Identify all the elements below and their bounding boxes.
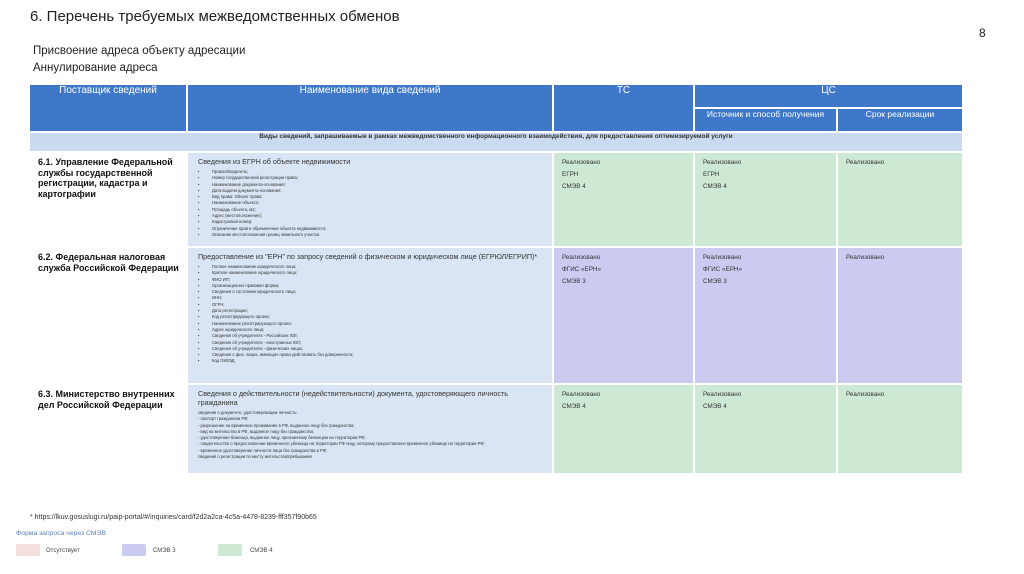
table-row (29, 152, 963, 247)
info-title: Сведения из ЕГРН об объекте недвижимости (198, 157, 351, 166)
list-item: ▪ Организационно правовая форма; (198, 283, 546, 289)
cs-status: Реализовано (703, 391, 742, 398)
cs-source: ФГИС «ЕРН» (703, 266, 742, 274)
header-info-type: Наименование вида сведений (187, 84, 553, 132)
cs-deadline-cell (837, 247, 963, 384)
list-item: ▪ Код регистрирующего органа; (198, 314, 546, 320)
exchanges-table (28, 83, 964, 475)
list-item: сведения о регистрации по месту жительства/пребывания (198, 454, 312, 460)
header-ts: ТС (553, 84, 694, 132)
page-title: 6. Перечень требуемых межведомственных обменов (30, 8, 400, 25)
list-item: ▪ Площадь объекта, м2; (198, 207, 546, 213)
ts-channel: СМЭВ 3 (562, 278, 586, 286)
cs-channel: СМЭВ 4 (703, 403, 727, 411)
cs-source-cell (694, 152, 837, 247)
list-item: ▪ Вид права: Объект права; (198, 194, 546, 200)
cs-deadline-cell (837, 384, 963, 474)
table-row (29, 384, 963, 474)
info-items-list (198, 410, 546, 460)
ts-status: Реализовано (562, 391, 601, 398)
cs-source: ЕГРН (703, 171, 720, 179)
subtitle-assign-address: Присвоение адреса объекту адресации (33, 45, 246, 57)
provider-cell: 6.1. Управление Федеральной службы государственной регистрации, кадастра и картографии (29, 152, 187, 247)
ts-cell (553, 152, 694, 247)
header-cs-deadline: Срок реализации (837, 108, 963, 132)
ts-cell (553, 247, 694, 384)
list-item: ▪ Сведения об учредителях - физических лицах; (198, 346, 546, 352)
list-item: - паспорт гражданина РФ; (198, 416, 249, 422)
provider-cell: 6.2. Федеральная налоговая служба Российской Федерации (29, 247, 187, 384)
list-item: ▪ ФИО ИП; (198, 277, 546, 283)
info-cell (187, 152, 553, 247)
list-item: ▪ Номер государственной регистрации права; (198, 175, 546, 181)
list-item: ▪ Дата выдачи документа-основания; (198, 188, 546, 194)
header-cs-source: Источник и способ получения (694, 108, 837, 132)
cs-deadline-status: Реализовано (846, 254, 885, 261)
cs-deadline-status: Реализовано (846, 391, 885, 398)
legend-label-smev4: СМЭВ 4 (250, 548, 273, 554)
info-items-list (198, 264, 546, 365)
legend-label-none: Отсутствует (46, 548, 80, 554)
list-item: ▪ Наименование объекта; (198, 200, 546, 206)
list-item: - свидетельство о предоставлении временного убежища на территории РФ лицу, которому предоставлено временное убежище на территории РФ; (198, 441, 485, 447)
list-item: ▪ Наименование регистрирующего органа; (198, 321, 546, 327)
list-item: ▪ Дата регистрации; (198, 308, 546, 314)
ts-channel: СМЭВ 4 (562, 403, 586, 411)
cs-status: Реализовано (703, 159, 742, 166)
header-cs: ЦС (694, 84, 963, 108)
ts-source: ЕГРН (562, 171, 579, 179)
cs-deadline-cell (837, 152, 963, 247)
page-number: 8 (979, 26, 986, 40)
list-item: ▪ Сведения об учредителях - Российских ЮЛ; (198, 333, 546, 339)
subtitle-cancel-address: Аннулирование адреса (33, 62, 158, 74)
list-item: ▪ Краткое наименование юридического лица; (198, 270, 546, 276)
footnote-link: * https://lkuv.gosuslugi.ru/paip-portal/#/inquiries/card/f2d2a2ca-4c5a-4478-8239-fff357f90b65 (30, 514, 317, 521)
list-item: ▪ ИНН; (198, 295, 546, 301)
cs-deadline-status: Реализовано (846, 159, 885, 166)
cs-status: Реализовано (703, 254, 742, 261)
ts-cell (553, 384, 694, 474)
ts-status: Реализовано (562, 159, 601, 166)
list-item: сведения о документе, удостоверяющем личность: (198, 410, 298, 415)
legend-swatch-none (16, 544, 40, 556)
list-item: ▪ Адрес юридического лица; (198, 327, 546, 333)
list-item: ▪ Наименование документа-основания; (198, 182, 546, 188)
table-banner: Виды сведений, запрашиваемые в рамках межведомственного информационного взаимодействия, для предоставления оптимизируемой услуги (29, 132, 963, 152)
info-cell (187, 384, 553, 474)
list-item: ▪ Кадастровый номер; (198, 219, 546, 225)
legend-swatch-smev3 (122, 544, 146, 556)
cs-channel: СМЭВ 3 (703, 278, 727, 286)
header-provider: Поставщик сведений (29, 84, 187, 132)
list-item: ▪ Правообладатель; (198, 169, 546, 175)
ts-channel: СМЭВ 4 (562, 183, 586, 191)
list-item: ▪ Сведения о состоянии юридического лица; (198, 289, 546, 295)
cs-source-cell (694, 247, 837, 384)
cs-source-cell (694, 384, 837, 474)
list-item: ▪ Адрес (местоположение); (198, 213, 546, 219)
list-item: ▪ Сведения о физ. лицах, имеющих право действовать без доверенности; (198, 352, 546, 358)
list-item: ▪ Полное наименование юридического лица; (198, 264, 546, 270)
list-item: - вид на жительство в РФ, выданное лицу без гражданства; (198, 428, 315, 434)
list-item: - удостоверение беженца, выданное лицу, признанному беженцем на территории РФ; (198, 435, 366, 441)
list-item: - разрешение на временное проживание в РФ, выданное лицу без гражданства; (198, 422, 355, 428)
cs-channel: СМЭВ 4 (703, 183, 727, 191)
list-item: ▪ ОГРН; (198, 302, 546, 308)
info-items-list (198, 169, 546, 238)
legend-swatch-smev4 (218, 544, 242, 556)
list-item: - временное удостоверение личности лица без гражданства в РФ; (198, 447, 328, 453)
info-cell (187, 247, 553, 384)
info-title: Предоставление из "ЕРН" по запросу сведений о физическом и юридическом лице (ЕГРЮЛ/ЕГРИП)* (198, 252, 538, 261)
list-item: ▪ Ограничение прав и обременение объекта недвижимости; (198, 226, 546, 232)
legend-label-smev3: СМЭВ 3 (153, 548, 176, 554)
list-item: ▪ Сведения об учредителях - иностранных ЮЛ; (198, 340, 546, 346)
info-title: Сведения о действительности (недействительности) документа, удостоверяющего личность гражданина (198, 389, 508, 407)
legend-title: Форма запроса через СМЭВ (16, 530, 106, 537)
provider-cell: 6.3. Министерство внутренних дел Российской Федерации (29, 384, 187, 474)
table-row (29, 247, 963, 384)
ts-source: ФГИС «ЕРН» (562, 266, 601, 274)
ts-status: Реализовано (562, 254, 601, 261)
list-item: ▪ Код ОКВЭД (198, 358, 546, 364)
list-item: ▪ Описание местоположения границ земельного участка (198, 232, 546, 238)
